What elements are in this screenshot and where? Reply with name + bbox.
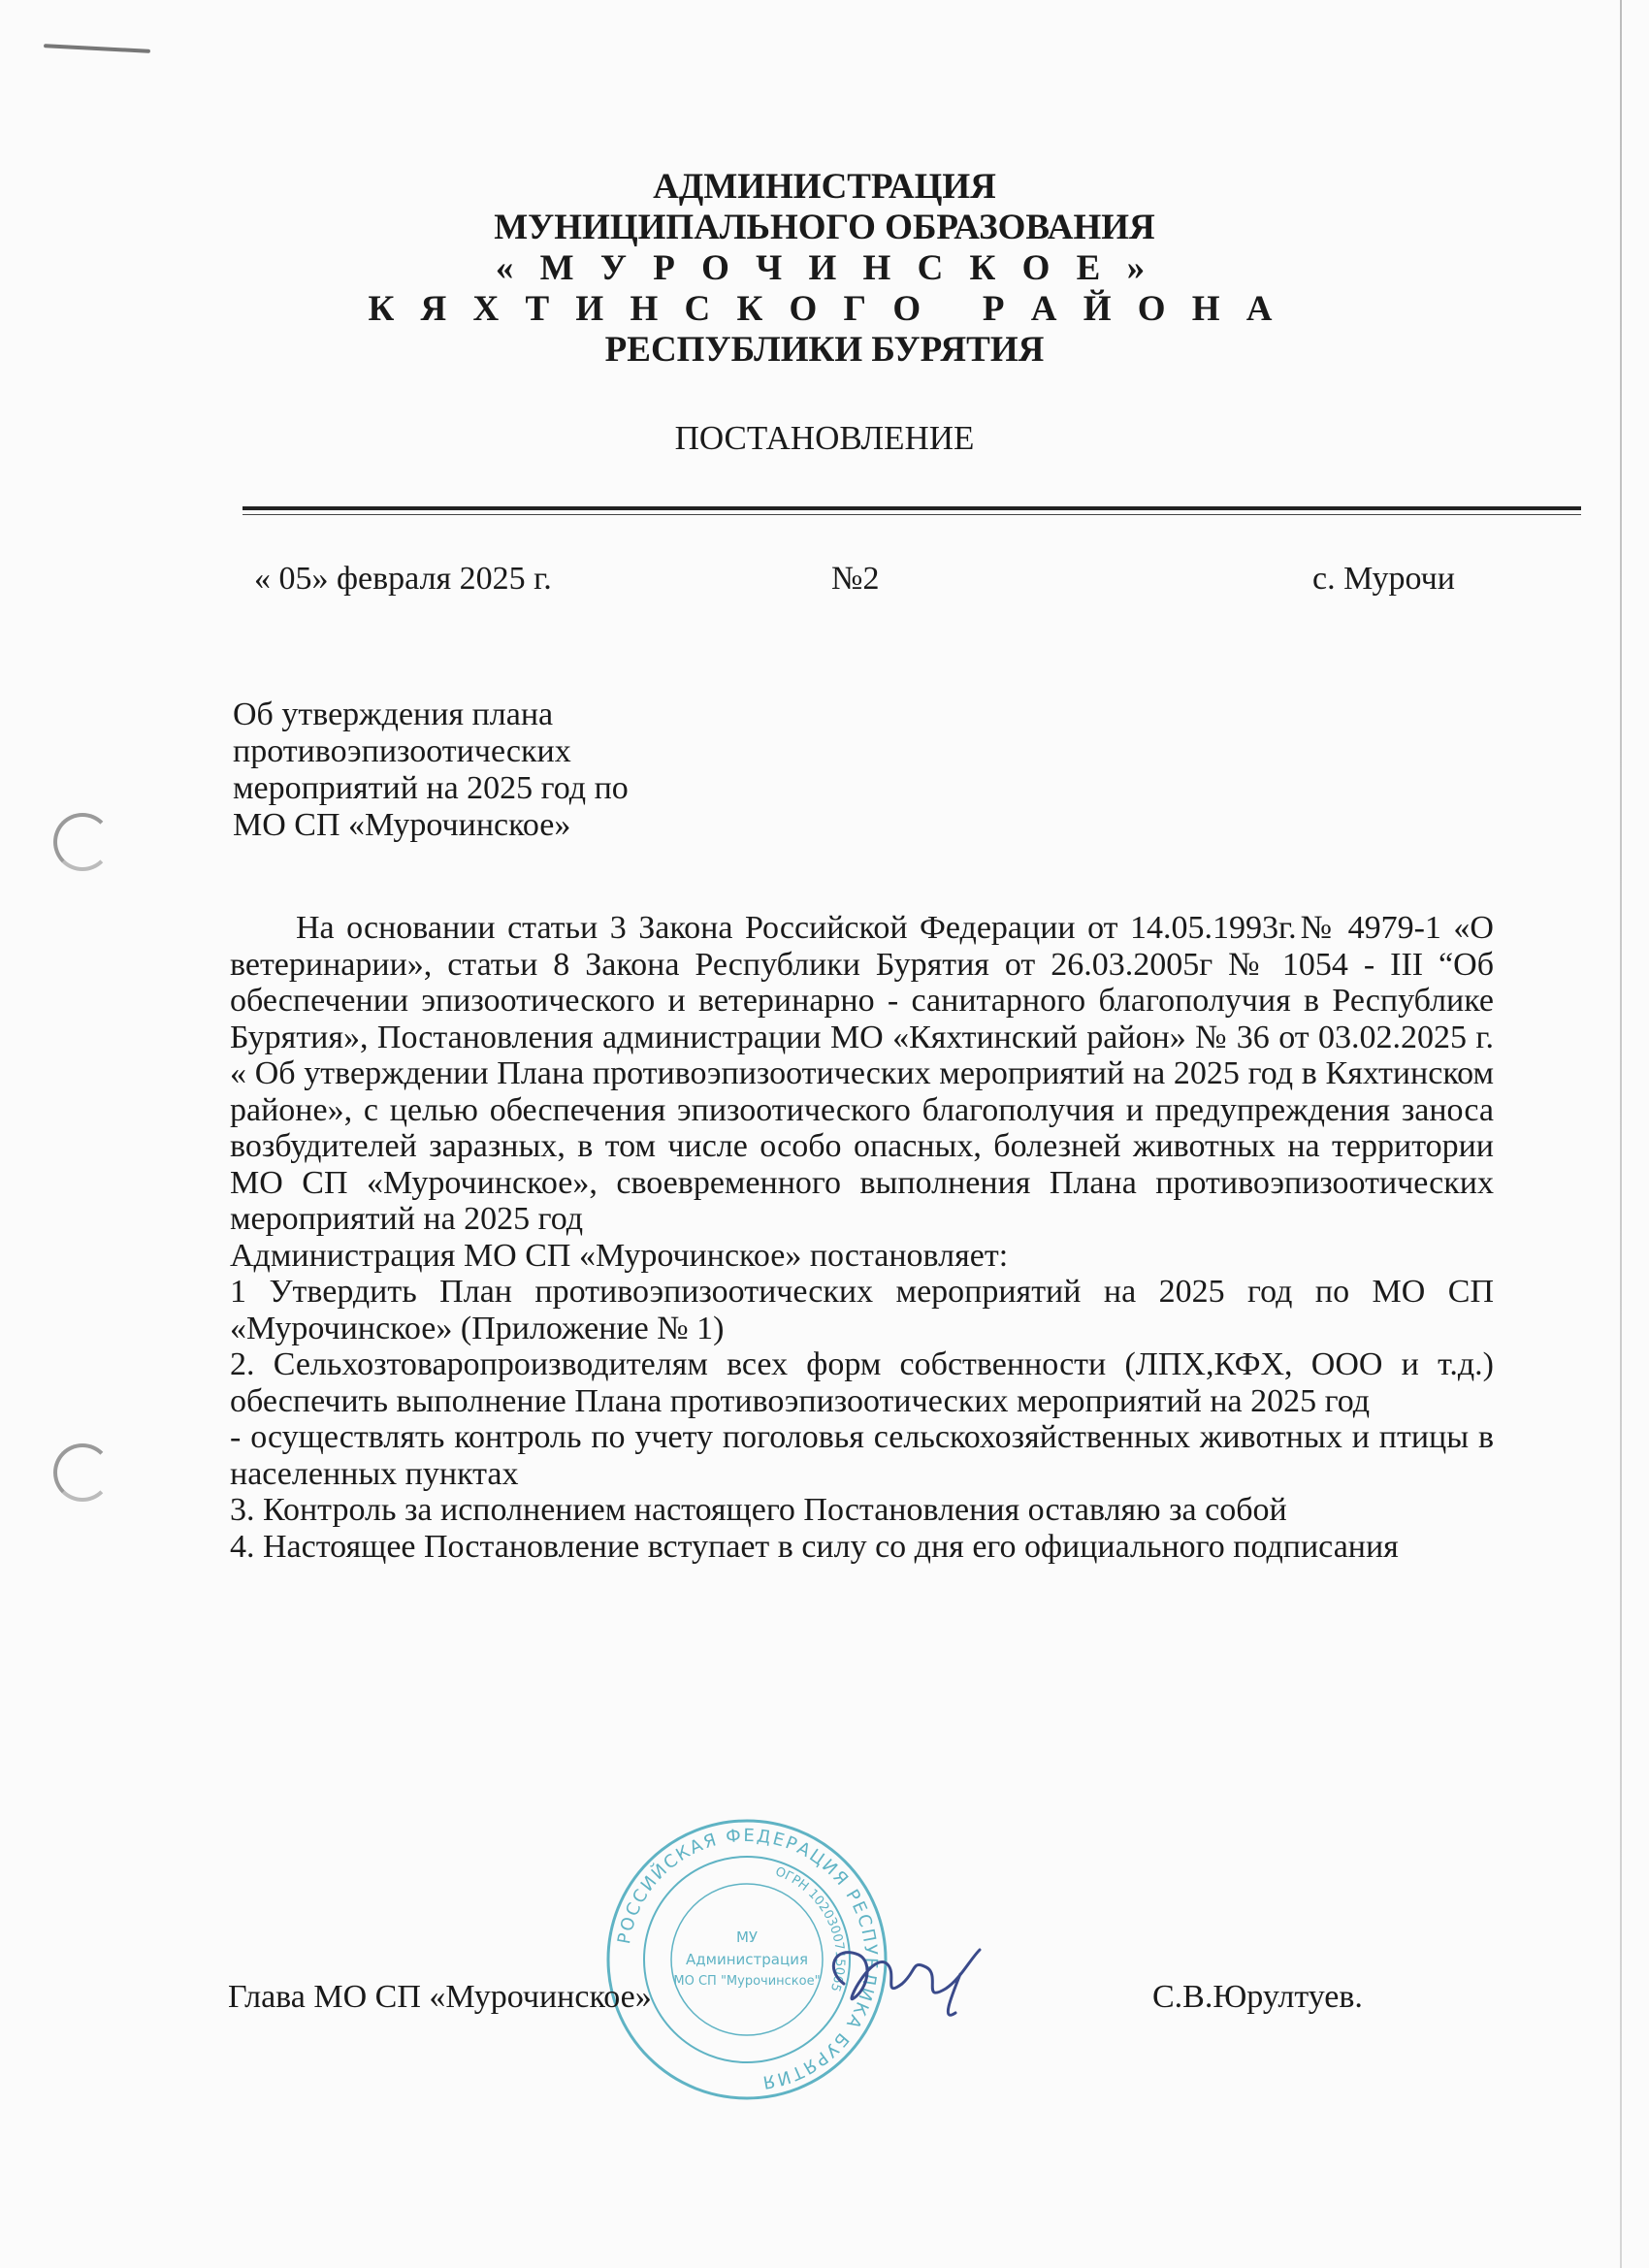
resolution-item-2: 2. Сельхозтоваропроизводителям всех форм собственности (ЛПХ,КФХ, ООО и т.д.) обеспечить выполнение Плана противоэпизоотических мероприятий на 2025 год [230, 1346, 1494, 1419]
signature-stroke [833, 1950, 980, 2015]
signatory-title: Глава МО СП «Мурочинское» [228, 1979, 652, 2015]
seal-center-line-2: Администрация [686, 1951, 808, 1968]
punch-hole-icon [53, 813, 112, 871]
subject-line: противоэпизоотических [233, 733, 571, 769]
signatory-name: С.В.Юрултуев. [1152, 1979, 1363, 2015]
header-line-4: К Я Х Т И Н С К О Г О Р А Й О Н А [368, 289, 1281, 329]
document-date: « 05» февраля 2025 г. [254, 561, 552, 597]
header-divider-thin [242, 514, 1581, 515]
resolution-item-1: 1 Утвердить План противоэпизоотических мероприятий на 2025 год по МО СП «Мурочинское» (Приложение № 1) [230, 1274, 1494, 1346]
document-subject [233, 697, 737, 844]
handwritten-signature [815, 1930, 989, 2027]
header-line-1: АДМИНИСТРАЦИЯ [653, 167, 996, 207]
document-body [230, 910, 1494, 1565]
document-number: №2 [831, 561, 880, 597]
resolution-item-4: 4. Настоящее Постановление вступает в силу со дня его официального подписания [230, 1528, 1399, 1565]
scan-artifact [44, 44, 150, 53]
seal-center-line-1: МУ [735, 1928, 759, 1946]
header-line-2: МУНИЦИПАЛЬНОГО ОБРАЗОВАНИЯ [494, 208, 1155, 247]
document-place: с. Мурочи [1312, 561, 1455, 597]
document-type: ПОСТАНОВЛЕНИЕ [674, 419, 975, 457]
subject-line: МО СП «Мурочинское» [233, 807, 571, 843]
seal-inner-text: ОГРН 1020300715065 [773, 1864, 848, 1993]
header-line-3: « М У Р О Ч И Н С К О Е » [495, 248, 1154, 288]
header-divider [242, 506, 1581, 510]
seal-center-line-3: МО СП "Мурочинское" [673, 1974, 821, 1989]
resolution-item-3: 3. Контроль за исполнением настоящего Постановления оставляю за собой [230, 1492, 1287, 1528]
subject-line: мероприятий на 2025 год по [233, 770, 629, 806]
header-line-5: РЕСПУБЛИКИ БУРЯТИЯ [604, 330, 1045, 370]
preamble-paragraph: На основании статьи 3 Закона Российской Федерации от 14.05.1993г.№ 4979-1 «О ветеринарии», статьи 8 Закона Республики Бурятия от 26.03.2005г № 1054 - III “Об обеспечении эпизоотического и ветеринарно - санитарного благополучия в Республике Бурятия», Постановления администрации МО «Кяхтинский район» № 36 от 03.02.2025 г. « Об утверждении Плана противоэпизоотических мероприятий на 2025 год в Кяхтинском районе», с целью обеспечения эпизоотического благополучия и предупреждения заноса возбудителей заразных, в том числе особо опасных, болезней животных на территории МО СП «Мурочинское», своевременного выполнения Плана противоэпизоотических мероприятий на 2025 год [230, 910, 1494, 1237]
subject-line: Об утверждения плана [233, 697, 554, 732]
resolution-heading: Администрация МО СП «Мурочинское» постановляет: [230, 1237, 1009, 1274]
resolution-item-2-sub: - осуществлять контроль по учету поголовья сельскохозяйственных животных и птицы в населенных пунктах [230, 1419, 1494, 1492]
punch-hole-icon [53, 1443, 112, 1502]
seal-outer-text: РОССИЙСКАЯ ФЕДЕРАЦИЯ РЕСПУБЛИКА БУРЯТИЯ [614, 1825, 882, 2093]
